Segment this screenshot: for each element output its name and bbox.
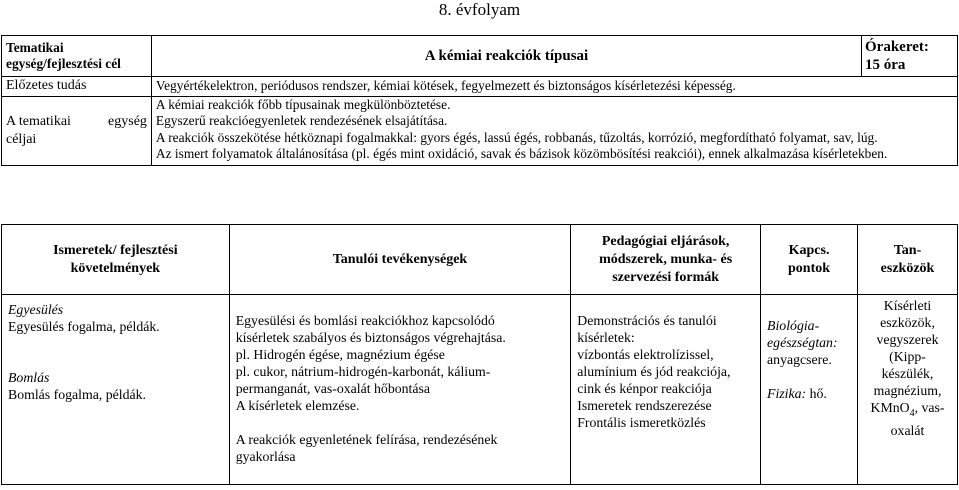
goal-item: Egyszerű reakcióegyenletek rendezésének elsajátítása. bbox=[155, 113, 448, 128]
goals-cell bbox=[151, 96, 957, 165]
goals-label-line2: céljai bbox=[6, 131, 37, 147]
union-text: Egyesülés fogalma, példák. bbox=[8, 319, 160, 334]
link-bio-line3: anyagcsere. bbox=[767, 352, 832, 367]
prereq-label: Előzetes tudás bbox=[2, 77, 152, 97]
prereq-text: Vegyértékelektron, periódusos rendszer, kémiai kötések, fegyelmezett és biztonságos kísérletezési képesség. bbox=[151, 77, 957, 97]
col-header-methods-line2: módszerek, munka- és bbox=[599, 251, 733, 267]
link-physics-label: Fizika: bbox=[767, 386, 807, 401]
tool-line: készülék, bbox=[881, 366, 934, 381]
goals-label-part-b: egység bbox=[108, 113, 147, 129]
goal-item: Az ismert folyamatok általánosítása (pl. égés mint oxidáció, savak és bázisok közömbösítési reakciói), ennek alkalmazása kísérletekben. bbox=[155, 146, 888, 161]
tool-line: magnézium, bbox=[873, 383, 942, 398]
activity-line: gyakorlása bbox=[235, 449, 296, 464]
methods-cell bbox=[571, 295, 761, 485]
activity-line: permanganát, vas-oxalát hőbontása bbox=[235, 381, 430, 396]
col-header-knowledge-line1: Ismeretek/ fejlesztési bbox=[53, 242, 178, 258]
hours-cell bbox=[862, 36, 958, 77]
col-header-knowledge bbox=[2, 225, 230, 295]
col-header-methods bbox=[571, 225, 761, 295]
tool-line: eszközök, bbox=[880, 315, 935, 330]
link-bio-line1: Biológia- bbox=[767, 318, 820, 333]
activity-line: Egyesülési és bomlási reakciókhoz kapcsolódó bbox=[235, 313, 495, 328]
col-header-activities: Tanulói tevékenységek bbox=[229, 225, 571, 295]
col-header-links bbox=[761, 225, 858, 295]
tools-cell bbox=[858, 295, 958, 485]
union-title: Egyesülés bbox=[8, 302, 64, 317]
tool-line: Kísérleti bbox=[883, 298, 932, 313]
col-header-methods-line3: szervezési formák bbox=[612, 269, 720, 285]
activity-line: pl. Hidrogén égése, magnézium égése bbox=[235, 347, 445, 362]
col-header-methods-line1: Pedagógiai eljárások, bbox=[601, 233, 730, 249]
link-physics-value: hő. bbox=[809, 386, 827, 401]
content-table bbox=[1, 224, 958, 485]
tool-line: (Kipp- bbox=[889, 349, 926, 364]
theme-label bbox=[2, 36, 152, 77]
activity-line: pl. cukor, nátrium-hidrogén-karbonát, kálium- bbox=[235, 364, 491, 379]
activities-cell bbox=[229, 295, 571, 485]
link-bio-line2: egészségtan: bbox=[767, 335, 838, 350]
col-header-tools bbox=[858, 225, 958, 295]
kmno4-suffix: , vas- bbox=[914, 400, 945, 415]
goal-item: A reakciók összekötése hétköznapi fogalmakkal: gyors égés, lassú égés, robbanás, tűzoltás, korrózió, megfordítható folyamat, sav, lúg. bbox=[155, 129, 878, 145]
goals-label bbox=[2, 96, 152, 165]
theme-title: A kémiai reakciók típusai bbox=[151, 36, 861, 77]
activity-line: A kísérletek elemzése. bbox=[235, 398, 360, 413]
link-physics bbox=[767, 385, 851, 402]
col-header-tools-line1: Tan- bbox=[893, 242, 922, 258]
kmno4-formula: KMnO bbox=[870, 400, 910, 415]
tool-line-kmno4 bbox=[864, 399, 951, 422]
hours-value: 15 óra bbox=[865, 57, 906, 73]
activity-line: kísérletek szabályos és biztonságos végrehajtása. bbox=[235, 330, 506, 345]
kmno4-subscript: 4 bbox=[909, 407, 915, 419]
tool-line: vegyszerek bbox=[876, 332, 939, 347]
method-line: vízbontás elektrolízissel, bbox=[577, 347, 714, 362]
decomp-title: Bomlás bbox=[8, 370, 50, 385]
col-header-tools-line2: eszközök bbox=[880, 260, 935, 276]
goal-item: A kémiai reakciók főbb típusainak megkülönböztetése. bbox=[155, 96, 451, 112]
method-line: cink és kénpor reakciója bbox=[577, 381, 712, 396]
decomp-text: Bomlás fogalma, példák. bbox=[8, 387, 146, 402]
method-line: Frontális ismeretközlés bbox=[577, 415, 706, 430]
goals-label-part-a: A tematikai bbox=[6, 113, 71, 129]
method-line: alumínium és jód reakciója, bbox=[577, 364, 731, 379]
theme-label-line1: Tematikai bbox=[6, 39, 64, 55]
method-line: Ismeretek rendszerezése bbox=[577, 398, 712, 413]
links-cell bbox=[761, 295, 858, 485]
theme-table bbox=[1, 35, 958, 166]
hours-label: Órakeret: bbox=[865, 39, 929, 55]
col-header-links-line2: pontok bbox=[788, 260, 831, 276]
knowledge-cell bbox=[2, 295, 230, 485]
method-line: kísérletek: bbox=[577, 330, 635, 345]
col-header-knowledge-line2: követelmények bbox=[70, 260, 161, 276]
col-header-links-line1: Kapcs. bbox=[788, 242, 830, 258]
activity-line: A reakciók egyenletének felírása, rendezésének bbox=[235, 432, 498, 447]
method-line: Demonstrációs és tanulói bbox=[577, 313, 717, 328]
tool-line: oxalát bbox=[890, 422, 925, 438]
grade-title: 8. évfolyam bbox=[438, 0, 521, 19]
theme-label-line2: egység/fejlesztési cél bbox=[6, 56, 121, 71]
